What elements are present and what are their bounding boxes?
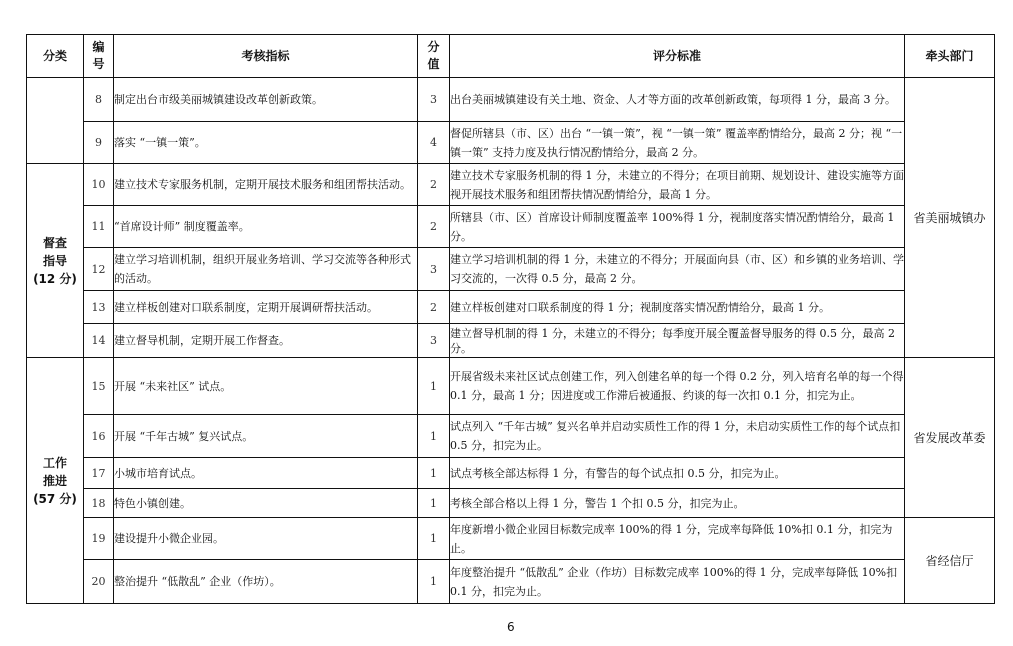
row-score: 1 <box>418 415 450 458</box>
row-criteria: 建立督导机制的得 1 分，未建立的不得分；每季度开展全覆盖督导服务的得 0.5 分，最高 2 分。 <box>450 324 905 358</box>
table-row <box>27 415 995 458</box>
row-number: 11 <box>84 206 114 248</box>
row-score: 4 <box>418 122 450 164</box>
category-line: (12 分) <box>33 271 77 286</box>
table-row <box>27 358 995 415</box>
header-score-text: 分值 <box>427 40 440 71</box>
row-criteria: 出台美丽城镇建设有关土地、资金、人才等方面的改革创新政策，每项得 1 分，最高 3 分。 <box>450 78 905 122</box>
header-number-text: 编号 <box>92 40 105 71</box>
row-criteria: 所辖县（市、区）首席设计师制度覆盖率 100%得 1 分，视制度落实情况酌情给分，最高 1 分。 <box>450 206 905 248</box>
category-line: 工作 <box>42 455 67 470</box>
category-line: 推进 <box>42 473 67 488</box>
row-criteria: 建立技术专家服务机制的得 1 分，未建立的不得分；在项目前期、规划设计、建设实施等方面视开展技术服务和组团帮扶情况酌情给分，最高 1 分。 <box>450 164 905 206</box>
row-score: 1 <box>418 458 450 489</box>
table-row <box>27 560 995 604</box>
header-department: 牵头部门 <box>905 35 995 78</box>
table-row <box>27 518 995 560</box>
row-number: 9 <box>84 122 114 164</box>
table-row <box>27 78 995 122</box>
header-row <box>27 35 995 78</box>
row-number: 13 <box>84 291 114 324</box>
row-indicator: 开展 “千年古城” 复兴试点。 <box>114 415 418 458</box>
department-cell: 省美丽城镇办 <box>905 78 995 358</box>
row-criteria: 建立学习培训机制的得 1 分，未建立的不得分；开展面向县（市、区）和乡镇的业务培训、学习交流的，一次得 0.5 分，最高 2 分。 <box>450 248 905 291</box>
row-score: 1 <box>418 358 450 415</box>
category-cell <box>27 164 84 358</box>
header-category: 分类 <box>27 35 84 78</box>
table-row <box>27 122 995 164</box>
table-row <box>27 164 995 206</box>
table-row <box>27 291 995 324</box>
table-row <box>27 248 995 291</box>
row-criteria: 年度新增小微企业园目标数完成率 100%的得 1 分，完成率每降低 10%扣 0.1 分，扣完为止。 <box>450 518 905 560</box>
row-indicator: 制定出台市级美丽城镇建设改革创新政策。 <box>114 78 418 122</box>
row-criteria: 建立样板创建对口联系制度的得 1 分；视制度落实情况酌情给分，最高 1 分。 <box>450 291 905 324</box>
category-cell-empty <box>27 78 84 164</box>
row-score: 1 <box>418 560 450 604</box>
row-number: 19 <box>84 518 114 560</box>
row-score: 1 <box>418 518 450 560</box>
header-indicator: 考核指标 <box>114 35 418 78</box>
row-number: 17 <box>84 458 114 489</box>
row-indicator: 建立学习培训机制，组织开展业务培训、学习交流等各种形式的活动。 <box>114 248 418 291</box>
row-number: 16 <box>84 415 114 458</box>
row-indicator: “首席设计师” 制度覆盖率。 <box>114 206 418 248</box>
assessment-table <box>26 34 995 604</box>
row-indicator: 建立督导机制，定期开展工作督查。 <box>114 324 418 358</box>
department-cell: 省发展改革委 <box>905 358 995 518</box>
row-indicator: 建立技术专家服务机制，定期开展技术服务和组团帮扶活动。 <box>114 164 418 206</box>
page-number: 6 <box>507 620 515 634</box>
row-score: 1 <box>418 489 450 518</box>
row-criteria: 考核全部合格以上得 1 分，警告 1 个扣 0.5 分，扣完为止。 <box>450 489 905 518</box>
row-indicator: 建设提升小微企业园。 <box>114 518 418 560</box>
row-number: 15 <box>84 358 114 415</box>
row-number: 18 <box>84 489 114 518</box>
row-score: 3 <box>418 78 450 122</box>
row-indicator: 小城市培育试点。 <box>114 458 418 489</box>
row-criteria: 督促所辖县（市、区）出台 “一镇一策”，视 “一镇一策” 覆盖率酌情给分，最高 2 分；视 “一镇一策” 支持力度及执行情况酌情给分，最高 2 分。 <box>450 122 905 164</box>
header-score <box>418 35 450 78</box>
table-row <box>27 324 995 358</box>
row-number: 8 <box>84 78 114 122</box>
row-score: 3 <box>418 324 450 358</box>
row-indicator: 特色小镇创建。 <box>114 489 418 518</box>
row-number: 12 <box>84 248 114 291</box>
table-row <box>27 458 995 489</box>
row-number: 10 <box>84 164 114 206</box>
row-criteria: 试点列入 “千年古城” 复兴名单并启动实质性工作的得 1 分，未启动实质性工作的每个试点扣 0.5 分，扣完为止。 <box>450 415 905 458</box>
table-row <box>27 206 995 248</box>
category-cell <box>27 358 84 604</box>
row-score: 2 <box>418 164 450 206</box>
row-score: 3 <box>418 248 450 291</box>
row-indicator: 整治提升 “低散乱” 企业（作坊）。 <box>114 560 418 604</box>
row-number: 20 <box>84 560 114 604</box>
row-criteria: 年度整治提升 “低散乱” 企业（作坊）目标数完成率 100%的得 1 分，完成率每降低 10%扣 0.1 分，扣完为止。 <box>450 560 905 604</box>
row-number: 14 <box>84 324 114 358</box>
row-score: 2 <box>418 291 450 324</box>
table-row <box>27 489 995 518</box>
row-indicator: 建立样板创建对口联系制度，定期开展调研帮扶活动。 <box>114 291 418 324</box>
header-criteria: 评分标准 <box>450 35 905 78</box>
row-criteria: 试点考核全部达标得 1 分，有警告的每个试点扣 0.5 分，扣完为止。 <box>450 458 905 489</box>
category-line: 督查 <box>42 235 67 250</box>
row-score: 2 <box>418 206 450 248</box>
row-indicator: 落实 “一镇一策”。 <box>114 122 418 164</box>
header-number <box>84 35 114 78</box>
department-cell: 省经信厅 <box>905 518 995 604</box>
category-line: (57 分) <box>33 491 77 506</box>
row-indicator: 开展 “未来社区” 试点。 <box>114 358 418 415</box>
row-criteria: 开展省级未来社区试点创建工作，列入创建名单的每一个得 0.2 分，列入培育名单的每一个得 0.1 分，最高 1 分；因进度或工作滞后被通报、约谈的每一次扣 0.1 分，扣完为止。 <box>450 358 905 415</box>
category-line: 指导 <box>42 253 67 268</box>
